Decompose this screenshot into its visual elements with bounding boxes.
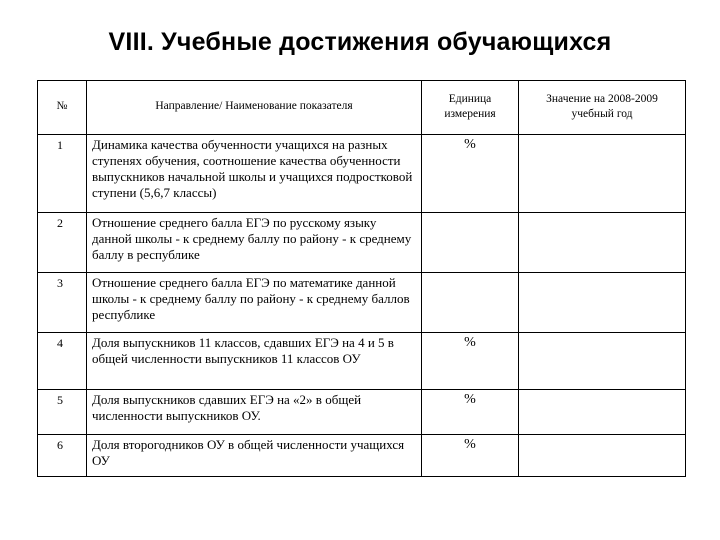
indicator-name: Доля выпускников сдавших ЕГЭ на «2» в общей численности выпускников ОУ. <box>87 390 422 435</box>
table-row <box>38 333 686 390</box>
value-cell <box>519 213 686 273</box>
indicator-name: Отношение среднего балла ЕГЭ по русскому языку данной школы - к среднему баллу по району - к среднему баллу в республике <box>87 213 422 273</box>
value-cell <box>519 390 686 435</box>
header-unit: Единица измерения <box>422 81 519 135</box>
value-cell <box>519 273 686 333</box>
achievements-table <box>37 80 686 477</box>
table-row <box>38 273 686 333</box>
row-number: 3 <box>38 273 87 333</box>
unit-cell: % <box>422 435 519 477</box>
table-row <box>38 213 686 273</box>
header-indicator-name: Направление/ Наименование показателя <box>87 81 422 135</box>
indicator-name: Отношение среднего балла ЕГЭ по математике данной школы - к среднему баллу по району - к среднему баллов республике <box>87 273 422 333</box>
table-row <box>38 435 686 477</box>
unit-cell: % <box>422 333 519 390</box>
header-number: № <box>38 81 87 135</box>
unit-cell: % <box>422 390 519 435</box>
row-number: 6 <box>38 435 87 477</box>
table-row <box>38 390 686 435</box>
indicator-name: Доля выпускников 11 классов, сдавших ЕГЭ на 4 и 5 в общей численности выпускников 11 классов ОУ <box>87 333 422 390</box>
page-title: VIII. Учебные достижения обучающихся <box>108 28 612 56</box>
unit-cell: % <box>422 135 519 213</box>
indicator-name: Доля второгодников ОУ в общей численности учащихся ОУ <box>87 435 422 477</box>
row-number: 2 <box>38 213 87 273</box>
row-number: 1 <box>38 135 87 213</box>
unit-cell <box>422 213 519 273</box>
value-cell <box>519 333 686 390</box>
value-cell <box>519 435 686 477</box>
indicator-name: Динамика качества обученности учащихся на разных ступенях обучения, соотношение качества обученности выпускников начальной школы и учащихся подростковой ступени (5,6,7 классы) <box>87 135 422 213</box>
value-cell <box>519 135 686 213</box>
row-number: 4 <box>38 333 87 390</box>
row-number: 5 <box>38 390 87 435</box>
unit-cell <box>422 273 519 333</box>
header-value: Значение на 2008-2009 учебный год <box>519 81 686 135</box>
table-header-row <box>38 81 686 135</box>
table-row <box>38 135 686 213</box>
